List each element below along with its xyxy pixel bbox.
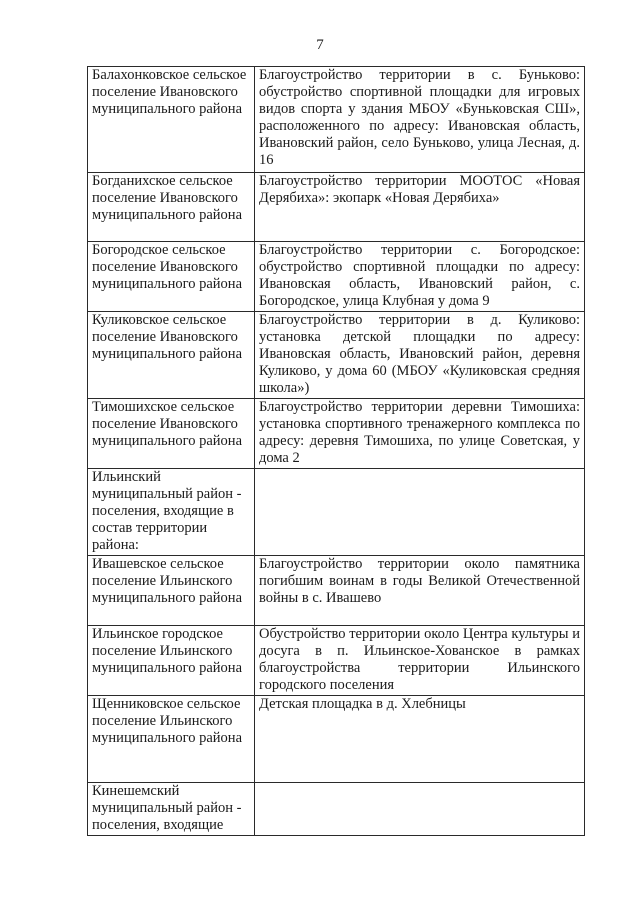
municipality-cell: Богородское сельское поселение Ивановского муниципального района	[88, 242, 255, 312]
project-cell: Благоустройство территории деревни Тимошиха: установка спортивного тренажерного комплекса по адресу: деревня Тимошиха, по улице Советская, у дома 2	[255, 399, 585, 469]
table-row	[88, 67, 585, 173]
project-cell: Обустройство территории около Центра культуры и досуга в п. Ильинское-Хованское в рамках благоустройства территории Ильинского городского поселения	[255, 626, 585, 696]
municipality-cell: Богданихское сельское поселение Ивановского муниципального района	[88, 173, 255, 242]
table-row	[88, 312, 585, 399]
table-row	[88, 783, 585, 836]
table-row	[88, 173, 585, 242]
project-cell: Благоустройство территории МООТОС «Новая Дерябиха»: экопарк «Новая Дерябиха»	[255, 173, 585, 242]
project-cell	[255, 783, 585, 836]
municipality-cell: Ильинское городское поселение Ильинского муниципального района	[88, 626, 255, 696]
municipality-cell: Кинешемский муниципальный район - поселения, входящие	[88, 783, 255, 836]
table-row	[88, 469, 585, 556]
municipality-cell: Ильинский муниципальный район - поселения, входящие в состав территории района:	[88, 469, 255, 556]
project-cell: Благоустройство территории в д. Куликово: установка детской площадки по адресу: Ивановская область, Ивановский район, деревня Куликово, у дома 60 (МБОУ «Куликовская средняя школа»)	[255, 312, 585, 399]
project-cell: Благоустройство территории с. Богородское: обустройство спортивной площадки по адресу: Ивановская область, Ивановский район, с. Богородское, улица Клубная у дома 9	[255, 242, 585, 312]
projects-table	[87, 66, 585, 836]
table-row	[88, 399, 585, 469]
table-row	[88, 242, 585, 312]
municipality-cell: Ивашевское сельское поселение Ильинского муниципального района	[88, 556, 255, 626]
municipality-cell: Щенниковское сельское поселение Ильинского муниципального района	[88, 696, 255, 783]
table-row	[88, 556, 585, 626]
table-row	[88, 696, 585, 783]
municipality-cell: Балахонковское сельское поселение Ивановского муниципального района	[88, 67, 255, 173]
project-cell: Детская площадка в д. Хлебницы	[255, 696, 585, 783]
table-row	[88, 626, 585, 696]
project-cell: Благоустройство территории около памятника погибшим воинам в годы Великой Отечественной войны в с. Ивашево	[255, 556, 585, 626]
project-cell	[255, 469, 585, 556]
page-number: 7	[316, 37, 324, 53]
project-cell: Благоустройство территории в с. Буньково: обустройство спортивной площадки для игровых видов спорта у здания МБОУ «Буньковская СШ», расположенного по адресу: Ивановская область, Ивановский район, село Буньково, улица Лесная, д. 16	[255, 67, 585, 173]
municipality-cell: Тимошихское сельское поселение Ивановского муниципального района	[88, 399, 255, 469]
municipality-cell: Куликовское сельское поселение Ивановского муниципального района	[88, 312, 255, 399]
